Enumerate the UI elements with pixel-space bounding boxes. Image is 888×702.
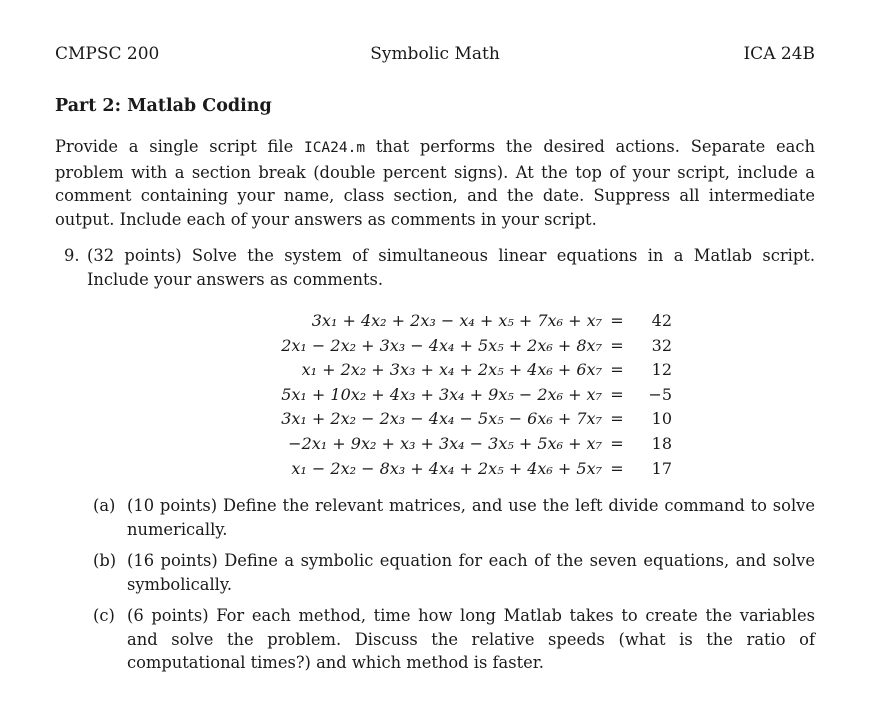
equals-sign: =	[610, 360, 624, 380]
equation-row	[222, 407, 672, 432]
page-header	[55, 44, 815, 68]
equation-rhs: 10	[651, 409, 672, 429]
equals-sign: =	[610, 311, 624, 330]
equation-row	[222, 383, 672, 408]
equation-lhs: x₁ + 2x₂ + 3x₃ + x₄ + 2x₅ + 4x₆ + 6x₇	[301, 360, 602, 380]
equation-rhs: 12	[651, 360, 672, 380]
equation-rhs: −5	[648, 384, 672, 404]
equals-sign: =	[610, 384, 624, 404]
equation-rhs: 17	[651, 458, 672, 478]
subpart-c	[93, 604, 815, 675]
problem-statement: (32 points) Solve the system of simultaneous linear equations in a Matlab script. Include your answers as comments.	[87, 246, 815, 289]
part-title: Part 2: Matlab Coding	[55, 96, 272, 116]
equation-lhs: 3x₁ + 2x₂ − 2x₃ − 4x₄ − 5x₅ − 6x₆ + 7x₇	[281, 409, 602, 429]
equation-lhs: 3x₁ + 4x₂ + 2x₃ − x₄ + x₅ + 7x₆ + x₇	[311, 311, 602, 330]
intro-text-start: Provide a single script file	[55, 137, 304, 156]
subpart-label: (a)	[93, 496, 116, 515]
subpart-text: (16 points) Define a symbolic equation for each of the seven equations, and solve symbolically.	[127, 551, 815, 594]
equation-rhs: 18	[651, 433, 672, 453]
equation-row	[222, 457, 672, 482]
equals-sign: =	[610, 458, 624, 478]
problem-9	[64, 244, 815, 291]
equation-row	[222, 358, 672, 383]
subpart-label: (b)	[93, 551, 117, 570]
equals-sign: =	[610, 335, 624, 355]
problem-number: 9.	[64, 246, 80, 265]
equation-lhs: −2x₁ + 9x₂ + x₃ + 3x₄ − 3x₅ + 5x₆ + x₇	[288, 433, 602, 453]
assignment-id: ICA 24B	[743, 44, 815, 64]
intro-text-end: that performs the desired actions. Separate each problem with a section break (double percent signs). At the top of your script, include a comment containing your name, class section, and the date. Suppress all intermediate output. Include each of your answers as comments in your script.	[55, 137, 815, 229]
equation-lhs: 5x₁ + 10x₂ + 4x₃ + 3x₄ + 9x₅ − 2x₆ + x₇	[281, 384, 602, 404]
subpart-list	[93, 494, 815, 683]
course-code: CMPSC 200	[55, 44, 160, 64]
equation-system	[222, 309, 672, 481]
equals-sign: =	[610, 409, 624, 429]
subpart-label: (c)	[93, 606, 115, 625]
subpart-text: (6 points) For each method, time how long Matlab takes to create the variables and solve the problem. Discuss the relative speeds (what is the ratio of computational times?) and which method is faster.	[127, 606, 815, 672]
equation-row	[222, 432, 672, 457]
equals-sign: =	[610, 433, 624, 453]
subpart-a	[93, 494, 815, 541]
intro-paragraph	[55, 135, 815, 231]
equation-row	[222, 309, 672, 334]
equation-row	[222, 334, 672, 359]
equation-lhs: x₁ − 2x₂ − 8x₃ + 4x₄ + 2x₅ + 4x₆ + 5x₇	[291, 458, 602, 478]
equation-rhs: 32	[651, 335, 672, 355]
equation-lhs: 2x₁ − 2x₂ + 3x₃ − 4x₄ + 5x₅ + 2x₆ + 8x₇	[281, 335, 602, 355]
equation-rhs: 42	[651, 311, 672, 330]
document-topic: Symbolic Math	[370, 44, 500, 64]
subpart-b	[93, 549, 815, 596]
subpart-text: (10 points) Define the relevant matrices, and use the left divide command to solve numerically.	[127, 496, 815, 539]
script-filename: ICA24.m	[303, 140, 366, 156]
